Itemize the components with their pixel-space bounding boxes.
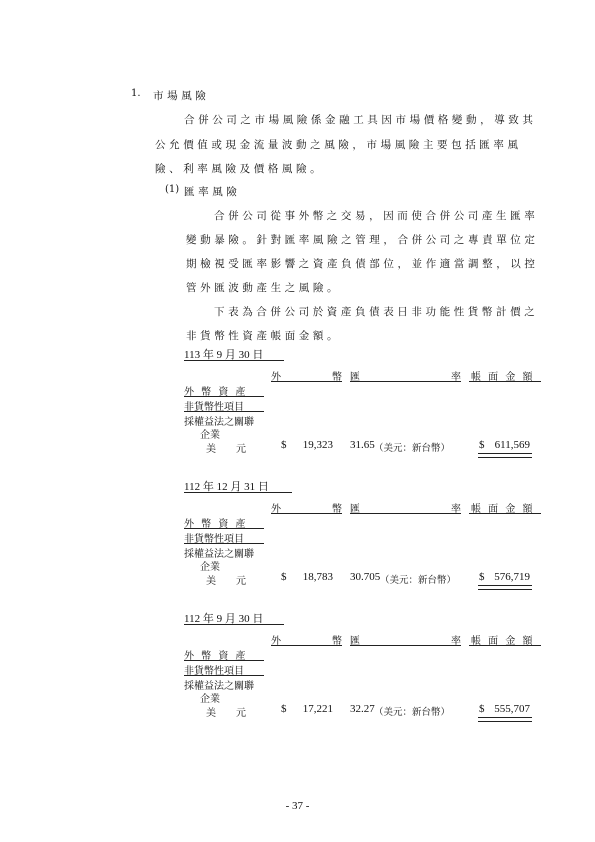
category-label: 非貨幣性項目 bbox=[184, 666, 244, 677]
header-carrying-amount: 帳 面 金 額 bbox=[471, 636, 535, 647]
table-date: 113 年 9 月 30 日 bbox=[184, 349, 264, 361]
header-foreign-currency: 外 幣 bbox=[271, 372, 342, 383]
subsection-para-line: 變動暴險。針對匯率風險之管理，合併公司之專責單位定 bbox=[186, 234, 539, 246]
category-label: 非貨幣性項目 bbox=[184, 534, 244, 545]
rate-value: 32.27 bbox=[350, 703, 375, 715]
section-para-line: 險、利率風險及價格風險。 bbox=[155, 163, 325, 175]
header-foreign-asset: 外 幣 資 產 bbox=[184, 519, 248, 530]
subsection-para-line: 非貨幣性資產帳面金額。 bbox=[186, 330, 342, 342]
carrying-amount: 576,719 bbox=[494, 571, 530, 583]
dollar-sign: $ bbox=[479, 703, 485, 715]
subsection-para-line: 下表為合併公司於資產負債表日非功能性貨幣計價之 bbox=[214, 306, 539, 318]
fc-amount: 19,323 bbox=[302, 439, 333, 451]
currency-label: 美 元 bbox=[206, 444, 246, 455]
item-label-cont: 企業 bbox=[200, 562, 220, 573]
page-number: - 37 - bbox=[285, 800, 310, 812]
header-foreign-asset: 外 幣 資 產 bbox=[184, 387, 248, 398]
carrying-amount: 611,569 bbox=[494, 439, 530, 451]
dollar-sign: $ bbox=[281, 703, 287, 715]
fc-amount: 17,221 bbox=[302, 703, 333, 715]
dollar-sign: $ bbox=[479, 439, 485, 451]
section-title: 市場風險 bbox=[153, 90, 210, 102]
subsection-para-line: 合併公司從事外幣之交易，因而使合併公司產生匯率 bbox=[214, 210, 539, 222]
header-foreign-asset: 外 幣 資 產 bbox=[184, 651, 248, 662]
header-foreign-currency: 外 幣 bbox=[271, 504, 342, 515]
rate-value: 31.65 bbox=[350, 439, 375, 451]
rate-value: 30.705 bbox=[350, 571, 381, 583]
item-label-cont: 企業 bbox=[200, 694, 220, 705]
fc-amount: 18,783 bbox=[302, 571, 333, 583]
item-label: 採權益法之關聯 bbox=[184, 417, 254, 428]
header-foreign-currency: 外 幣 bbox=[271, 636, 342, 647]
header-carrying-amount: 帳 面 金 額 bbox=[471, 372, 535, 383]
table-date: 112 年 12 月 31 日 bbox=[184, 481, 269, 493]
dollar-sign: $ bbox=[281, 439, 287, 451]
header-exchange-rate: 匯 率 bbox=[350, 504, 461, 515]
table-date: 112 年 9 月 30 日 bbox=[184, 613, 264, 625]
category-label: 非貨幣性項目 bbox=[184, 402, 244, 413]
subsection-title: 匯率風險 bbox=[184, 186, 241, 198]
carrying-amount: 555,707 bbox=[494, 703, 530, 715]
header-carrying-amount: 帳 面 金 額 bbox=[471, 504, 535, 515]
item-label-cont: 企業 bbox=[200, 430, 220, 441]
section-para-line: 合併公司之市場風險係金融工具因市場價格變動，導致其 bbox=[184, 114, 537, 126]
currency-label: 美 元 bbox=[206, 576, 246, 587]
subsection-para-line: 期檢視受匯率影響之資產負債部位，並作適當調整，以控 bbox=[186, 258, 539, 270]
subsection-para-line: 管外匯波動產生之風險。 bbox=[186, 282, 342, 294]
dollar-sign: $ bbox=[281, 571, 287, 583]
currency-label: 美 元 bbox=[206, 708, 246, 719]
section-para-line: 公允價值或現金流量波動之風險，市場風險主要包括匯率風 bbox=[155, 139, 522, 151]
rate-note: （美元：新台幣） bbox=[374, 707, 451, 718]
dollar-sign: $ bbox=[479, 571, 485, 583]
item-label: 採權益法之關聯 bbox=[184, 681, 254, 692]
header-exchange-rate: 匯 率 bbox=[350, 372, 461, 383]
item-label: 採權益法之關聯 bbox=[184, 549, 254, 560]
subsection-number: (1) bbox=[165, 184, 180, 195]
header-exchange-rate: 匯 率 bbox=[350, 636, 461, 647]
rate-note: （美元：新台幣） bbox=[380, 575, 457, 586]
section-number: 1. bbox=[131, 88, 141, 99]
rate-note: （美元：新台幣） bbox=[374, 443, 451, 454]
